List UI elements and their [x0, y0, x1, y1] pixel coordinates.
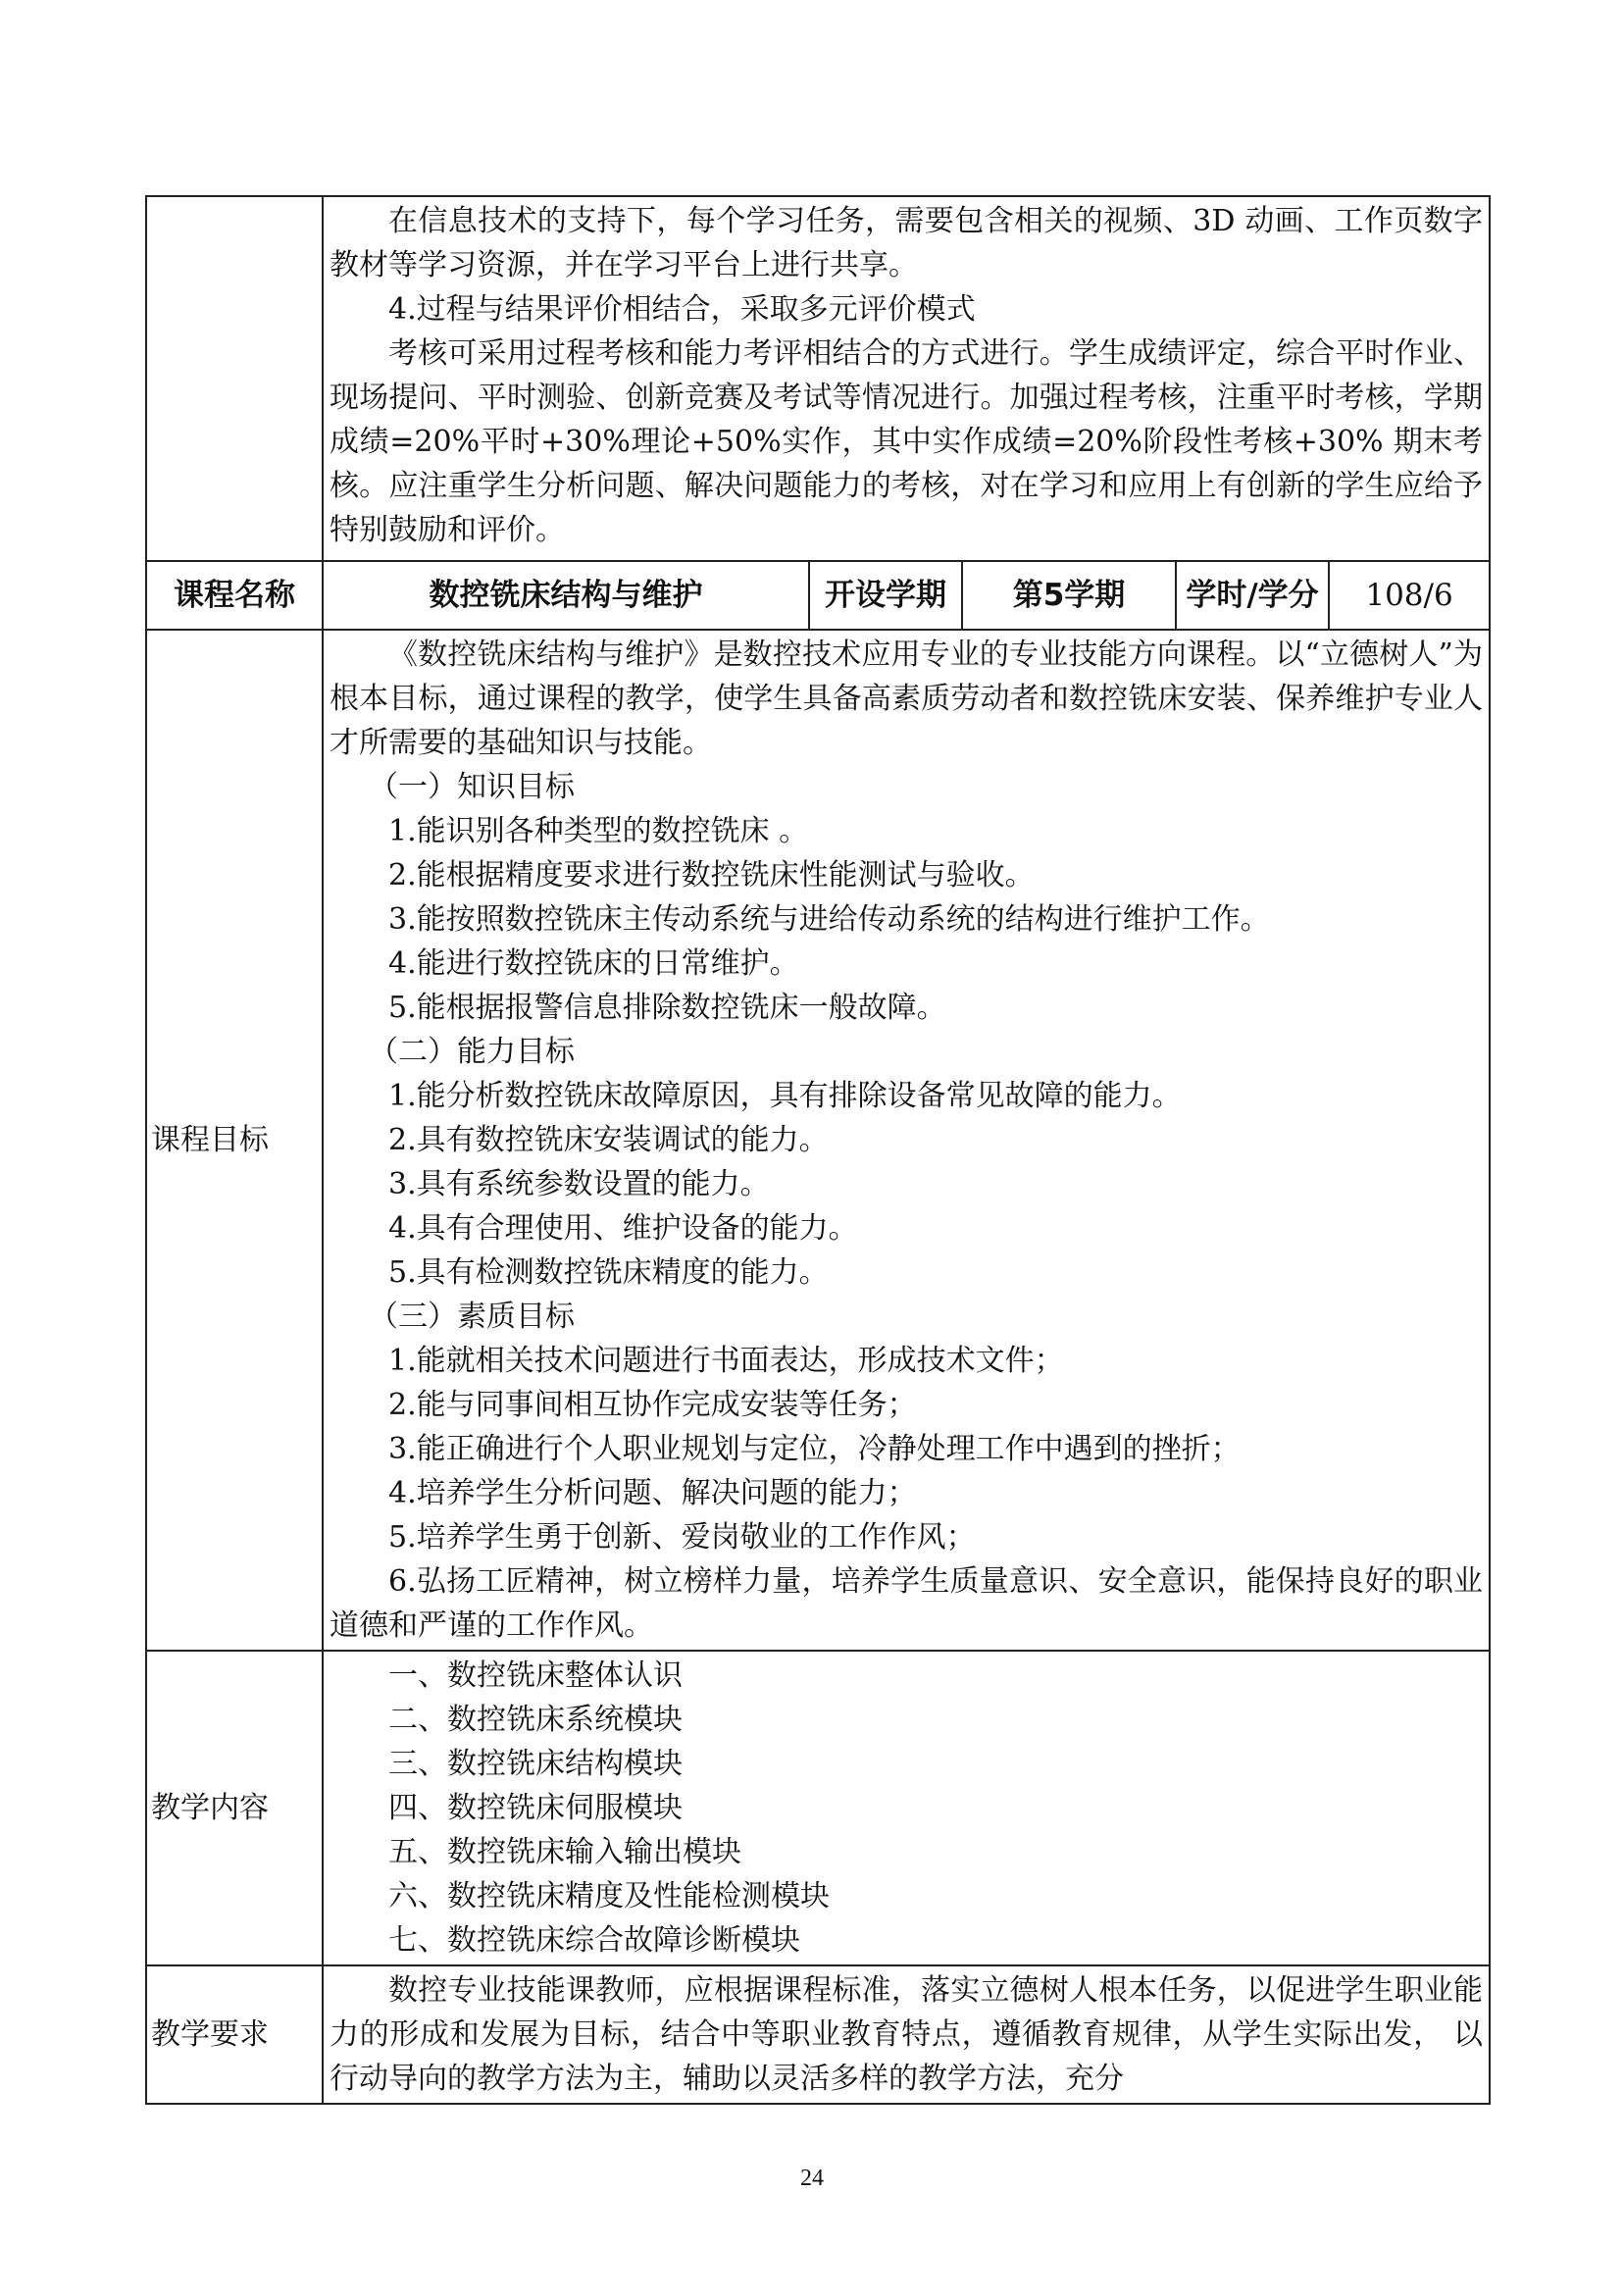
course-name-value: 数控铣床结构与维护	[323, 561, 809, 630]
content-item: 三、数控铣床结构模块	[388, 1747, 683, 1781]
knowledge-item: 4.能进行数控铣床的日常维护。	[388, 946, 799, 981]
prev-label-cell	[146, 196, 323, 561]
objectives-intro: 《数控铣床结构与维护》是数控技术应用专业的专业技能方向课程。以“立德树人”为根本目标，通过课程的教学，使学生具备高素质劳动者和数控铣床安装、保养维护专业人才所需要的基础知识与技能。	[330, 638, 1484, 760]
requirements-label: 教学要求	[146, 1965, 323, 2104]
ability-item: 3.具有系统参数设置的能力。	[388, 1167, 770, 1201]
prev-section-row	[146, 196, 1490, 561]
quality-title: （三）素质目标	[369, 1300, 575, 1334]
ability-item: 4.具有合理使用、维护设备的能力。	[388, 1211, 858, 1246]
hours-label: 学时/学分	[1176, 561, 1329, 630]
objectives-content	[323, 630, 1490, 1651]
term-value: 第5学期	[962, 561, 1176, 630]
quality-item: 3.能正确进行个人职业规划与定位，冷静处理工作中遇到的挫折；	[388, 1432, 1241, 1466]
quality-item: 1.能就相关技术问题进行书面表达，形成技术文件；	[388, 1344, 1064, 1378]
objectives-label: 课程目标	[146, 630, 323, 1651]
prev-content-cell	[323, 196, 1490, 561]
requirements-content	[323, 1965, 1490, 2104]
knowledge-item: 2.能根据精度要求进行数控铣床性能测试与验收。	[388, 858, 1035, 892]
requirements-row	[146, 1965, 1490, 2104]
course-table	[145, 195, 1491, 2105]
ability-item: 5.具有检测数控铣床精度的能力。	[388, 1255, 829, 1290]
knowledge-item: 3.能按照数控铣床主传动系统与进给传动系统的结构进行维护工作。	[388, 902, 1270, 937]
quality-item: 5.培养学生勇于创新、爱岗敬业的工作作风；	[388, 1520, 976, 1555]
content-item: 四、数控铣床伺服模块	[388, 1791, 683, 1825]
objectives-row	[146, 630, 1490, 1651]
knowledge-title: （一）知识目标	[369, 770, 575, 804]
course-name-label: 课程名称	[146, 561, 323, 630]
content-item: 七、数控铣床综合故障诊断模块	[388, 1923, 800, 1958]
course-header-row	[146, 561, 1490, 630]
quality-item: 4.培养学生分析问题、解决问题的能力；	[388, 1476, 917, 1510]
hours-value: 108/6	[1329, 561, 1490, 630]
term-label: 开设学期	[809, 561, 962, 630]
content-item: 二、数控铣床系统模块	[388, 1703, 683, 1737]
quality-item: 2.能与同事间相互协作完成安装等任务；	[388, 1388, 917, 1422]
ability-item: 2.具有数控铣床安装调试的能力。	[388, 1123, 829, 1157]
ability-item: 1.能分析数控铣床故障原因，具有排除设备常见故障的能力。	[388, 1079, 1182, 1113]
requirements-text: 数控专业技能课教师，应根据课程标准，落实立德树人根本任务，以促进学生职业能力的形成和发展为目标，结合中等职业教育特点，遵循教育规律，从学生实际出发， 以行动导向的教学方法为主，辅助以灵活多样的教学方法，充分	[330, 1973, 1484, 2096]
ability-title: （二）能力目标	[369, 1035, 575, 1069]
page-number: 24	[800, 2166, 824, 2191]
prev-paragraph-2: 4.过程与结果评价相结合，采取多元评价模式	[388, 292, 976, 327]
content-row	[146, 1651, 1490, 1965]
knowledge-item: 1.能识别各种类型的数控铣床 。	[388, 814, 809, 848]
content-list	[323, 1651, 1490, 1965]
content-item: 六、数控铣床精度及性能检测模块	[388, 1879, 830, 1913]
prev-paragraph-3: 考核可采用过程考核和能力考评相结合的方式进行。学生成绩评定，综合平时作业、现场提问、平时测验、创新竞赛及考试等情况进行。加强过程考核，注重平时考核，学期成绩=20%平时+30%理论+50%实作，其中实作成绩=20%阶段性考核+30% 期末考核。应注重学生分析问题、解决问题能力的考核，对在学习和应用上有创新的学生应给予特别鼓励和评价。	[330, 336, 1484, 547]
content-item: 一、数控铣床整体认识	[388, 1658, 683, 1693]
content-item: 五、数控铣床输入输出模块	[388, 1835, 741, 1869]
content-label: 教学内容	[146, 1651, 323, 1965]
quality-item: 6.弘扬工匠精神，树立榜样力量，培养学生质量意识、安全意识，能保持良好的职业道德和严谨的工作作风。	[330, 1564, 1484, 1643]
prev-paragraph-1: 在信息技术的支持下，每个学习任务，需要包含相关的视频、3D 动画、工作页数字教材等学习资源，并在学习平台上进行共享。	[330, 204, 1484, 282]
knowledge-item: 5.能根据报警信息排除数控铣床一般故障。	[388, 991, 946, 1025]
